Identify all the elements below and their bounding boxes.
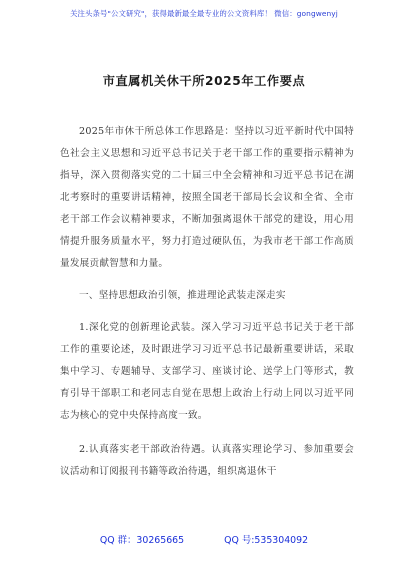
list-item-1: 1.深化党的创新理论武装。深入学习习近平总书记关于老干部工作的重要论述，及时跟进学习习近平总书记最新重要讲话，采取集中学习、专题辅导、支部学习、座谈讨论、送学上门等形式，教育引导干部职工和老同志自觉在思想上政治上行动上同以习近平同志为核心的党中央保持高度一致。 (60, 322, 354, 421)
section-heading-1: 一、坚持思想政治引领，推进理论武装走深走实 (79, 290, 286, 301)
intro-paragraph: 2025年市休干所总体工作思路是：坚持以习近平新时代中国特色社会主义思想和习近平总书记关于老干部工作的重要指示精神为指导，深入贯彻落实党的二十届三中全会精神和习近平总书记在湖北考察时的重要讲话精神，按照全国老干部局长会议和全省、全市老干部工作会议精神要求，不断加强离退休干部党的建设，用心用情提升服务质量水平，努力打造过硬队伍，为我市老干部工作高质量发展贡献智慧和力量。 (60, 126, 354, 269)
paragraph-gap (60, 427, 354, 439)
document-title: 市直属机关休干所2025年工作要点 (102, 74, 306, 88)
qq-contact-number: QQ 号:535304092 (224, 535, 309, 546)
footer-contact (0, 532, 408, 546)
document-body (60, 121, 354, 483)
list-item-2: 2.认真落实老干部政治待遇。认真落实理论学习、参加重要会议活动和订阅报刊书籍等政治待遇，组织离退休干 (60, 444, 354, 477)
header-promo-note: 关注头条号"公文研究"，获得最新最全最专业的公文资料库！ 微信：gongwenyj (70, 9, 338, 18)
qq-group-number: QQ 群：30265665 (99, 535, 185, 546)
